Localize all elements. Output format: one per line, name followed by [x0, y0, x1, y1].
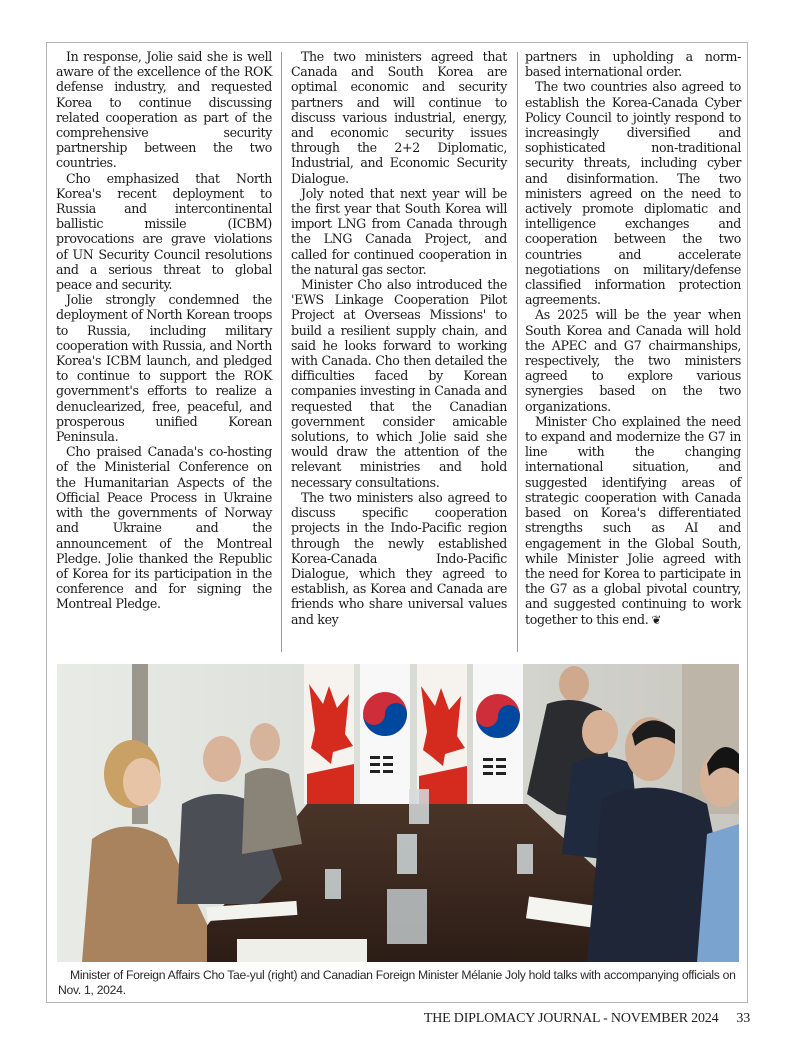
paragraph: The two countries also agreed to establish the Korea-Canada Cyber Policy Council to jointly respond to increasingly diversified and sophisticated non-traditional security threats, including cyber and disinformation. The two ministers agreed on the need to actively promote diplomatic and intelligence exchanges and cooperation between the two countries and accelerate negotiations on military/defense classified information protection agreements. — [525, 79, 741, 308]
meeting-photo-illustration — [57, 664, 739, 962]
paragraph: Cho praised Canada's co-hosting of the Ministerial Conference on the Humanitarian Aspects of the Official Peace Process in Ukraine with the governments of Norway and Ukraine and the announcement of the Montreal Pledge. Jolie thanked the Republic of Korea for its participation in the conference and for signing the Montreal Pledge. — [56, 444, 272, 612]
paragraph: Cho emphasized that North Korea's recent deployment to Russia and intercontinental ballistic missile (ICBM) provocations are grave violations of UN Security Council resolutions and a serious threat to global peace and security. — [56, 170, 272, 293]
meeting-photo — [57, 664, 739, 962]
canada-flag — [304, 664, 354, 804]
column-divider — [281, 52, 282, 652]
canada-flag — [417, 664, 467, 804]
end-mark-icon: ❦ — [651, 612, 662, 627]
paragraph: The two ministers also agreed to discuss specific cooperation projects in the Indo-Pacific region through the newly established Korea-Canada Indo-Pacific Dialogue, which they agreed to establish, as Korea and Canada are friends who share universal values and key — [291, 489, 507, 627]
korea-flag — [473, 664, 523, 804]
water-glass — [387, 889, 427, 944]
paragraph: Jolie strongly condemned the deployment of North Korean troops to Russia, including military cooperation with Russia, and North Korea's ICBM launch, and pledged to continue to support the ROK government's efforts to realize a denuclearized, free, peaceful, and prosperous unified Korean Peninsula. — [56, 292, 272, 445]
water-glass — [397, 834, 417, 874]
paragraph: partners in upholding a norm-based international order. — [525, 49, 741, 80]
article-column-3 — [525, 49, 741, 628]
page-number: 33 — [736, 1011, 750, 1026]
water-glass — [409, 789, 429, 824]
paragraph-last — [525, 414, 741, 628]
paragraph: Minister Cho also introduced the 'EWS Linkage Cooperation Pilot Project at Overseas Missions' to build a resilient supply chain, and said he looks forward to working with Canada. Cho then detailed the difficulties faced by Korean companies investing in Canada and requested that the Canadian government consider amicable solutions, to which Jolie said she would draw the attention of the relevant ministries and hold necessary consultations. — [291, 277, 507, 490]
korea-flag — [360, 664, 410, 804]
paragraph: As 2025 will be the year when South Korea and Canada will hold the APEC and G7 chairmanships, respectively, the two ministers agreed to explore various synergies based on the two organizations. — [525, 307, 741, 414]
photo-caption: Minister of Foreign Affairs Cho Tae-yul (right) and Canadian Foreign Minister Mélanie Joly hold talks with accompanying officials on Nov. 1, 2024. — [58, 968, 736, 997]
paragraph-text: Minister Cho explained the need to expand and modernize the G7 in line with the changing international situation, and suggested identifying areas of strategic cooperation with Canada based on Korea's differentiated strengths such as AI and engagement in the Global South, while Minister Jolie agreed with the need for Korea to participate in the G7 as a global pivotal country, and suggested continuing to work together to this end. — [525, 413, 741, 627]
water-glass — [325, 869, 341, 899]
column-divider — [517, 52, 518, 652]
document — [237, 939, 367, 962]
publication-name: THE DIPLOMACY JOURNAL - NOVEMBER 2024 — [423, 1011, 719, 1026]
article-column-2 — [291, 49, 507, 627]
paragraph: In response, Jolie said she is well aware of the excellence of the ROK defense industry, and requested Korea to continue discussing related cooperation as part of the comprehensive security partnership between the two countries. — [56, 49, 272, 171]
page-footer — [424, 1011, 750, 1027]
water-glass — [517, 844, 533, 874]
paragraph: The two ministers agreed that Canada and South Korea are optimal economic and security partners and will continue to discuss various industrial, energy, and economic security issues through the 2+2 Diplomatic, Industrial, and Economic Security Dialogue. — [291, 49, 507, 186]
article-column-1 — [56, 49, 272, 612]
paragraph: Joly noted that next year will be the first year that South Korea will import LNG from Canada through the LNG Canada Project, and called for continued cooperation in the natural gas sector. — [291, 185, 507, 277]
